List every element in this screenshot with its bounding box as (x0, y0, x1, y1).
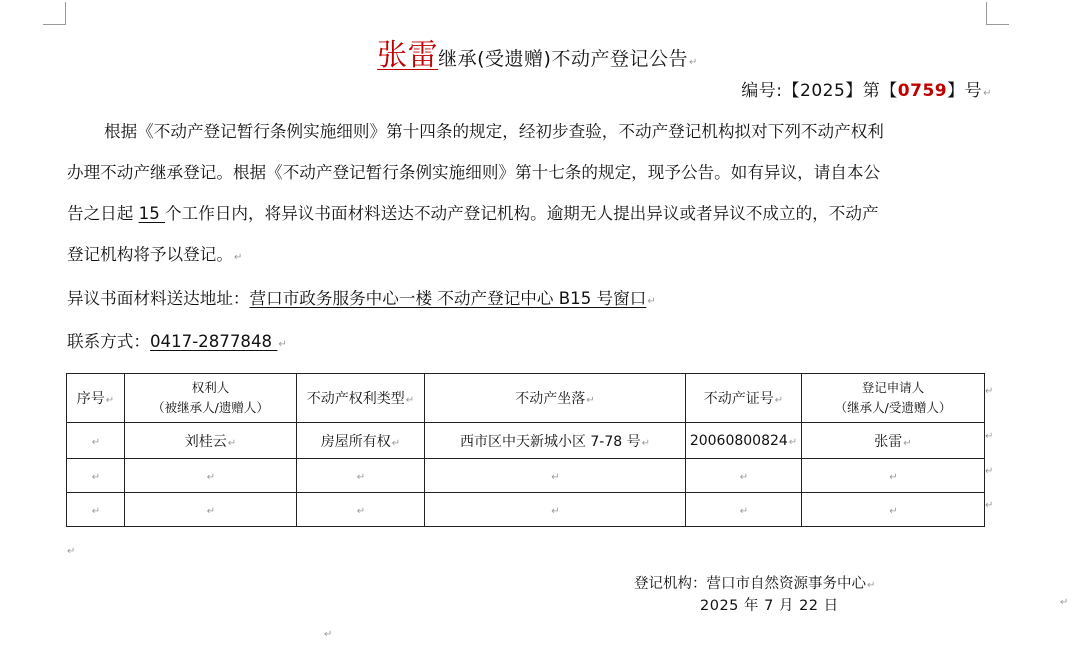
body-line-4-text: 登记机构将予以登记。 (67, 245, 233, 264)
header-holder-sub: （被继承人/遗赠人） (152, 400, 269, 415)
notice-date: 2025 年 7 月 22 日 (700, 598, 839, 614)
empty-cell (686, 493, 802, 527)
cell-mark-icon: ↵ (903, 437, 912, 449)
header-applicant-sub: （继承人/受遗赠人） (834, 400, 952, 415)
header-location: 不动产坐落↵ (425, 374, 686, 423)
cell-mark-icon: ↵ (889, 505, 898, 517)
paragraph-mark-icon: ↵ (233, 252, 243, 263)
cell-mark-icon: ↵ (788, 436, 798, 448)
paragraph-mark-icon: ↵ (647, 296, 656, 307)
table-header-row (67, 374, 985, 423)
cell-mark-icon: ↵ (889, 471, 898, 483)
cell-mark-icon: ↵ (91, 436, 101, 448)
cell-mark-icon: ↵ (739, 505, 749, 517)
body-line-1: 根据《不动产登记暂行条例实施细则》第十四条的规定，经初步查验，不动产登记机构拟对下列不动产权利 (104, 122, 884, 141)
cell-mark-icon: ↵ (551, 505, 560, 517)
registration-authority (634, 572, 875, 593)
row-end-mark-icon: ↵ (985, 386, 994, 397)
empty-cell (67, 493, 125, 527)
header-cert-no: 不动产证号↵ (686, 374, 802, 423)
row-end-mark-icon: ↵ (985, 431, 994, 442)
paragraph-mark-icon: ↵ (867, 580, 876, 591)
cell-location: 西市区中天新城小区 7-78 号↵ (425, 423, 686, 459)
cell-mark-icon: ↵ (356, 471, 366, 483)
crop-mark-top-left (43, 2, 66, 25)
empty-cell (125, 493, 297, 527)
paragraph-mark-icon: ↵ (688, 57, 698, 68)
cell-mark-icon: ↵ (206, 471, 216, 483)
body-line-3-end: 个工作日内，将异议书面材料送达不动产登记机构。逾期无人提出异议或者异议不成立的，不动产 (165, 204, 879, 223)
cell-mark-icon: ↵ (739, 471, 749, 483)
header-applicant-title: 登记申请人 (861, 380, 925, 395)
empty-cell (425, 493, 686, 527)
cell-mark-icon: ↵ (227, 437, 237, 449)
cell-mark-icon: ↵ (91, 471, 101, 483)
cell-seq (67, 423, 125, 459)
empty-cell (425, 459, 686, 493)
paragraph-mark-icon: ↵ (278, 339, 287, 350)
header-seq: 序号↵ (67, 374, 125, 423)
title-person-name: 张雷 (377, 38, 439, 73)
paragraph-mark-icon: ↵ (324, 629, 333, 640)
cell-mark-icon: ↵ (405, 395, 415, 406)
empty-cell (297, 459, 425, 493)
contact-label: 联系方式： (67, 332, 150, 351)
doc-number-suffix: 】号 (947, 81, 983, 101)
crop-mark-top-right (986, 2, 1009, 25)
objection-days: 15 (138, 204, 166, 223)
body-line-2: 办理不动产继承登记。根据《不动产登记暂行条例实施细则》第十七条的规定，现予公告。如有异议，请自本公 (67, 163, 881, 182)
body-line-3 (67, 193, 988, 234)
cell-right-type: 房屋所有权↵ (297, 423, 425, 459)
title-text: 继承(受遗赠)不动产登记公告 (438, 48, 688, 70)
empty-cell (297, 493, 425, 527)
cell-mark-icon: ↵ (105, 395, 115, 406)
cell-holder: 刘桂云↵ (125, 423, 297, 459)
header-right-type: 不动产权利类型↵ (297, 374, 425, 423)
paragraph-mark-icon: ↵ (67, 546, 76, 557)
doc-number-prefix: 编号:【2025】第【 (741, 81, 898, 101)
cell-mark-icon: ↵ (586, 395, 595, 406)
paragraph-mark-icon: ↵ (1060, 597, 1069, 608)
notice-title (0, 30, 1075, 74)
empty-cell (125, 459, 297, 493)
cell-mark-icon: ↵ (641, 437, 651, 449)
empty-cell (802, 459, 985, 493)
body-line-4 (67, 234, 988, 278)
table-row (67, 459, 985, 493)
table-row (67, 423, 985, 459)
header-holder (125, 374, 297, 423)
cell-mark-icon: ↵ (206, 505, 216, 517)
cell-mark-icon: ↵ (356, 505, 366, 517)
cell-mark-icon: ↵ (774, 395, 784, 406)
address-label: 异议书面材料送达地址： (67, 289, 250, 308)
property-table (66, 373, 985, 527)
contact-info (67, 328, 287, 352)
row-end-mark-icon: ↵ (985, 466, 994, 477)
doc-number-value: 0759 (897, 81, 948, 101)
paragraph-mark-icon: ↵ (983, 88, 992, 99)
row-end-mark-icon: ↵ (985, 500, 994, 511)
empty-cell (802, 493, 985, 527)
notice-body (67, 111, 988, 278)
empty-cell (67, 459, 125, 493)
authority-text: 登记机构：营口市自然资源事务中心 (634, 576, 866, 592)
cell-mark-icon: ↵ (551, 471, 560, 483)
address-value: 营口市政务服务中心一楼 不动产登记中心 B15 号窗口 (249, 289, 647, 308)
header-holder-title: 权利人 (191, 380, 230, 395)
cell-applicant: 张雷↵ (802, 423, 985, 459)
cell-mark-icon: ↵ (91, 505, 101, 517)
header-applicant (802, 374, 985, 423)
contact-phone: 0417-2877848 (149, 332, 278, 351)
body-line-3-start: 告之日起 (67, 204, 139, 223)
empty-cell (686, 459, 802, 493)
table-row (67, 493, 985, 527)
objection-address (67, 285, 656, 309)
cell-cert-no: 20060800824↵ (686, 423, 802, 459)
cell-mark-icon: ↵ (391, 437, 401, 449)
document-number (741, 76, 992, 101)
